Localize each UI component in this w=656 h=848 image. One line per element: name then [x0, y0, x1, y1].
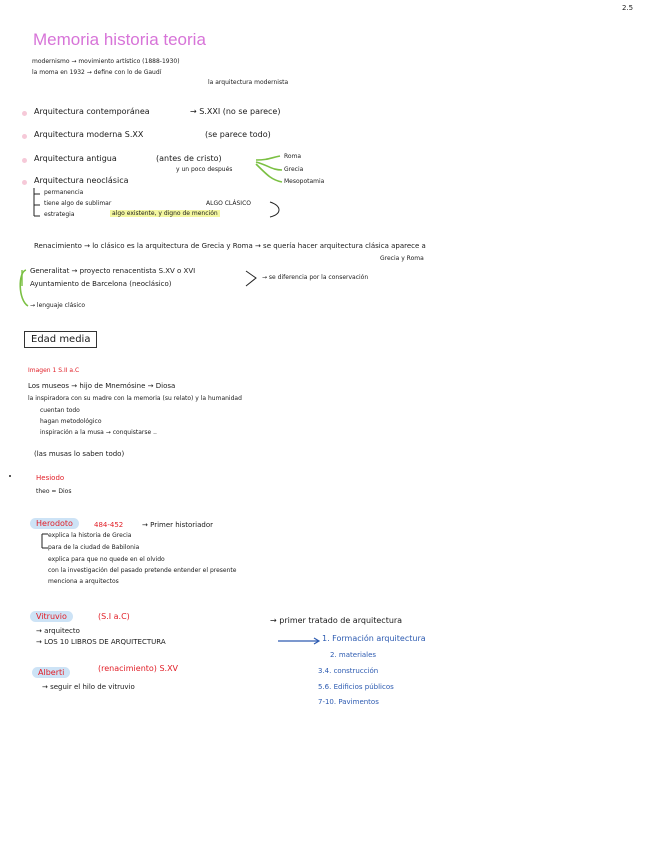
- herodoto-line: menciona a arquitectos: [48, 578, 119, 585]
- alberti-period: (renacimiento) S.XV: [98, 664, 179, 673]
- alberti-name: Alberti: [32, 667, 70, 678]
- arch-type-label: Arquitectura contemporánea: [34, 107, 150, 116]
- arch-type-sub: y un poco después: [176, 166, 233, 173]
- vitruvio-book: 7-10. Pavimentos: [318, 698, 379, 706]
- intro-line-2: la moma en 1932 → define con lo de Gaudí: [32, 69, 162, 76]
- arch-type-label: Arquitectura moderna S.XX: [34, 130, 144, 139]
- herodoto-line: para de la ciudad de Babilonia: [48, 544, 140, 551]
- vitruvio-book: 3.4. construcción: [318, 667, 379, 675]
- herodoto-line: explica para que no quede en el olvido: [48, 556, 165, 563]
- lenguaje-clasico: → lenguaje clásico: [30, 302, 86, 309]
- hesiodo-line: theo = Dios: [36, 488, 72, 495]
- generalitat-note: → se diferencia por la conservación: [262, 274, 369, 281]
- intro-line-1: modernismo → movimiento artístico (1888-1930): [32, 58, 180, 65]
- edad-media-line: cuentan todo: [40, 407, 80, 414]
- neoclasica-digno: algo existente, y digno de mención: [112, 210, 218, 217]
- generalitat-line-1: Generalitat → proyecto renacentista S.XV o XVI: [30, 267, 196, 275]
- arch-type-detail: (antes de cristo): [156, 154, 222, 163]
- vitruvio-dates: (S.I a.C): [98, 612, 130, 621]
- herodoto-line: explica la historia de Grecia: [48, 532, 132, 539]
- vitruvio-book: 5.6. Edificios públicos: [318, 683, 394, 691]
- bullet-icon: [22, 158, 27, 163]
- herodoto-name: Herodoto: [30, 518, 79, 529]
- arch-type-label: Arquitectura antigua: [34, 154, 117, 163]
- vitruvio-book: 2. materiales: [330, 651, 377, 659]
- neoclasica-item: permanencia: [44, 189, 84, 196]
- bullet-icon: [22, 111, 27, 116]
- herodoto-dates: 484-452: [94, 521, 124, 529]
- antigua-grecia: Grecia: [284, 166, 304, 173]
- arch-type-detail: → S.XXI (no se parece): [190, 107, 281, 116]
- herodoto-line: con la investigación del pasado pretende entender el presente: [48, 567, 237, 574]
- alberti-line: → seguir el hilo de vitruvio: [42, 683, 135, 691]
- edad-media-line: la inspiradora con su madre con la memoria (su relato) y la humanidad: [28, 395, 242, 402]
- imagen-label: Imagen 1 S.II a.C: [28, 367, 80, 374]
- section-heading-edad-media: Edad media: [24, 331, 97, 348]
- edad-media-line: Los museos → hijo de Mnemósine → Diosa: [28, 382, 176, 390]
- antigua-mesopotamia: Mesopotamia: [284, 178, 325, 185]
- edad-media-line: hagan metodológico: [40, 418, 102, 425]
- intro-line-3: la arquitectura modernista: [208, 79, 289, 86]
- neoclasica-item: estrategia: [44, 211, 75, 218]
- edad-media-line: (las musas lo saben todo): [34, 450, 125, 458]
- vitruvio-line: → arquitecto: [36, 627, 80, 635]
- vitruvio-line: → LOS 10 LIBROS DE ARQUITECTURA: [36, 638, 166, 646]
- vitruvio-book: 1. Formación arquitectura: [322, 634, 426, 643]
- bullet-icon: [22, 134, 27, 139]
- herodoto-title: → Primer historiador: [142, 521, 214, 529]
- bullet-icon: [22, 180, 27, 185]
- generalitat-line-2: Ayuntamiento de Barcelona (neoclásico): [30, 280, 172, 288]
- renacimiento-line-2: Grecia y Roma: [380, 255, 424, 262]
- neoclasica-item: tiene algo de sublimar: [44, 200, 112, 207]
- page-title: Memoria historia teoria: [33, 30, 206, 49]
- page-number: 2.5: [622, 4, 634, 12]
- arch-type-detail: (se parece todo): [205, 130, 271, 139]
- neoclasica-algo-clasico: ALGO CLÁSICO: [206, 200, 251, 207]
- antigua-roma: Roma: [284, 153, 302, 160]
- vitruvio-name: Vitruvio: [30, 611, 73, 622]
- vitruvio-tratado: → primer tratado de arquitectura: [270, 616, 403, 625]
- edad-media-line: inspiración a la musa → conquistarse ..: [40, 429, 157, 436]
- arch-type-label: Arquitectura neoclásica: [34, 176, 129, 185]
- hesiodo-label: Hesiodo: [36, 474, 65, 482]
- renacimiento-line-1: Renacimiento → lo clásico es la arquitectura de Grecia y Roma → se quería hacer arquitectura clásica aparece a: [34, 242, 426, 250]
